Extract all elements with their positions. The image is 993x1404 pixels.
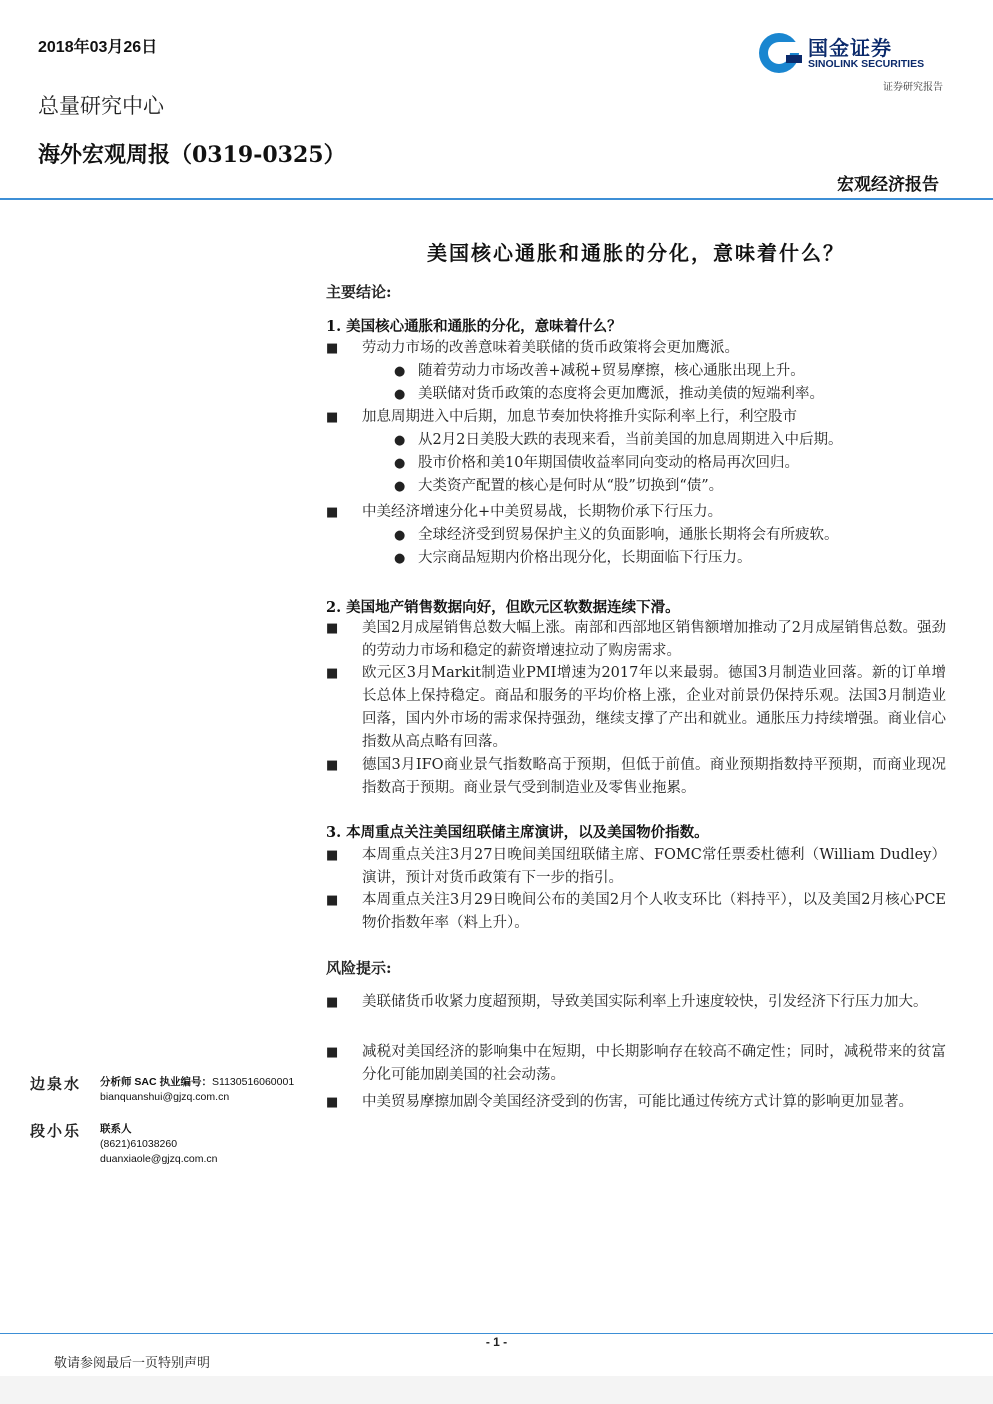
risk-item: ■ 减税对美国经济的影响集中在短期，中长期影响存在较高不确定性；同时，减税带来的贫富分化可能加剧美国的社会动荡。	[326, 1041, 946, 1087]
logo-mark-icon	[756, 30, 802, 76]
risk-heading: 风险提示:	[326, 959, 392, 977]
dot-bullet-icon: ●	[394, 551, 406, 566]
department: 总量研究中心	[38, 94, 164, 118]
risk-item: ■ 美联储货币收紧力度超预期，导致美国实际利率上升速度较快，引发经济下行压力加大。	[326, 991, 946, 1014]
author-phone: (8621)61038260	[100, 1138, 178, 1150]
report-title: 海外宏观周报（0319-0325）	[38, 142, 346, 168]
square-bullet-icon: ■	[326, 848, 339, 863]
square-bullet-icon: ■	[326, 758, 339, 773]
section-heading: 2. 美国地产销售数据向好，但欧元区软数据连续下滑。	[326, 599, 680, 616]
square-bullet-icon: ■	[326, 341, 339, 356]
square-bullet-icon: ■	[326, 410, 339, 425]
square-bullet-icon: ■	[326, 893, 339, 908]
list-item: ■ 劳动力市场的改善意味着美联储的货币政策将会更加鹰派。	[326, 337, 946, 360]
list-item: ■ 欧元区3月Markit制造业PMI增速为2017年以来最弱。德国3月制造业回落。新的订单增长总体上保持稳定。商品和服务的平均价格上涨，企业对前景仍保持乐观。法国3月制造业回落，国内外市场的需求保持强劲，继续支撑了产出和就业。通胀压力持续增强。商业信心指数从高点略有回落。	[326, 662, 946, 754]
disclaimer-note: 敬请参阅最后一页特别声明	[54, 1356, 211, 1371]
square-bullet-icon: ■	[326, 995, 339, 1010]
author-email[interactable]: duanxiaole@gjzq.com.cn	[100, 1153, 218, 1165]
sub-list-item: ● 随着劳动力市场改善+减税+贸易摩擦，核心通胀出现上升。	[394, 360, 946, 383]
logo-cn-text: 国金证券	[808, 36, 892, 60]
sub-list-item: ● 大宗商品短期内价格出现分化，长期面临下行压力。	[394, 547, 946, 570]
square-bullet-icon: ■	[326, 621, 339, 636]
author-info	[100, 1075, 340, 1105]
sub-list-item: ● 美联储对货币政策的态度将会更加鹰派，推动美债的短端利率。	[394, 383, 946, 406]
list-item: ■ 加息周期进入中后期，加息节奏加快将推升实际利率上行，利空股市	[326, 406, 946, 429]
header-divider	[0, 198, 993, 200]
list-item: ■ 本周重点关注3月29日晚间公布的美国2月个人收支环比（料持平），以及美国2月核心PCE物价指数年率（料上升）。	[326, 889, 946, 935]
sub-list-item: ● 从2月2日美股大跌的表现来看，当前美国的加息周期进入中后期。	[394, 429, 946, 452]
section-heading: 3. 本周重点关注美国纽联储主席演讲，以及美国物价指数。	[326, 824, 709, 841]
headline: 美国核心通胀和通胀的分化，意味着什么？	[427, 241, 845, 265]
page-number: - 1 -	[485, 1335, 508, 1349]
dot-bullet-icon: ●	[394, 528, 406, 543]
main-conclusion-label: 主要结论:	[326, 283, 392, 301]
risk-item: ■ 中美贸易摩擦加剧令美国经济受到的伤害，可能比通过传统方式计算的影响更加显著。	[326, 1091, 946, 1114]
dot-bullet-icon: ●	[394, 433, 406, 448]
author-role-label: 联系人	[100, 1123, 132, 1135]
footer-divider	[0, 1333, 993, 1334]
logo-subtitle: 证券研究报告	[883, 82, 943, 93]
author-name: 段小乐	[30, 1122, 82, 1140]
dot-bullet-icon: ●	[394, 456, 406, 471]
author-email[interactable]: bianquanshui@gjzq.com.cn	[100, 1091, 230, 1103]
list-item: ■ 美国2月成屋销售总数大幅上涨。南部和西部地区销售额增加推动了2月成屋销售总数。强劲的劳动力市场和稳定的薪资增速拉动了购房需求。	[326, 617, 946, 663]
report-date: 2018年03月26日	[38, 39, 158, 56]
dot-bullet-icon: ●	[394, 479, 406, 494]
sub-list-item: ● 大类资产配置的核心是何时从“股”切换到“债”。	[394, 475, 946, 498]
square-bullet-icon: ■	[326, 666, 339, 681]
list-item: ■ 中美经济增速分化+中美贸易战，长期物价承下行压力。	[326, 501, 946, 524]
footer-band	[0, 1376, 993, 1404]
square-bullet-icon: ■	[326, 505, 339, 520]
company-logo	[756, 30, 946, 76]
author-name: 边泉水	[30, 1075, 82, 1093]
list-item: ■ 本周重点关注3月27日晚间美国纽联储主席、FOMC常任票委杜德利（William Dudley）演讲，预计对货币政策有下一步的指引。	[326, 844, 946, 890]
author-credential-label: 分析师 SAC 执业编号：	[100, 1076, 213, 1088]
square-bullet-icon: ■	[326, 1095, 339, 1110]
dot-bullet-icon: ●	[394, 387, 406, 402]
sub-list-item: ● 股市价格和美10年期国债收益率同向变动的格局再次回归。	[394, 452, 946, 475]
logo-en-text: SINOLINK SECURITIES	[808, 58, 925, 70]
author-credential-id: S1130516060001	[212, 1076, 295, 1088]
square-bullet-icon: ■	[326, 1045, 339, 1060]
author-info	[100, 1122, 340, 1167]
list-item: ■ 德国3月IFO商业景气指数略高于预期，但低于前值。商业预期指数持平预期，而商业现况指数高于预期。商业景气受到制造业及零售业拖累。	[326, 754, 946, 800]
dot-bullet-icon: ●	[394, 364, 406, 379]
section-heading: 1. 美国核心通胀和通胀的分化，意味着什么？	[326, 318, 622, 335]
sub-list-item: ● 全球经济受到贸易保护主义的负面影响，通胀长期将会有所疲软。	[394, 524, 946, 547]
report-type: 宏观经济报告	[837, 175, 939, 195]
